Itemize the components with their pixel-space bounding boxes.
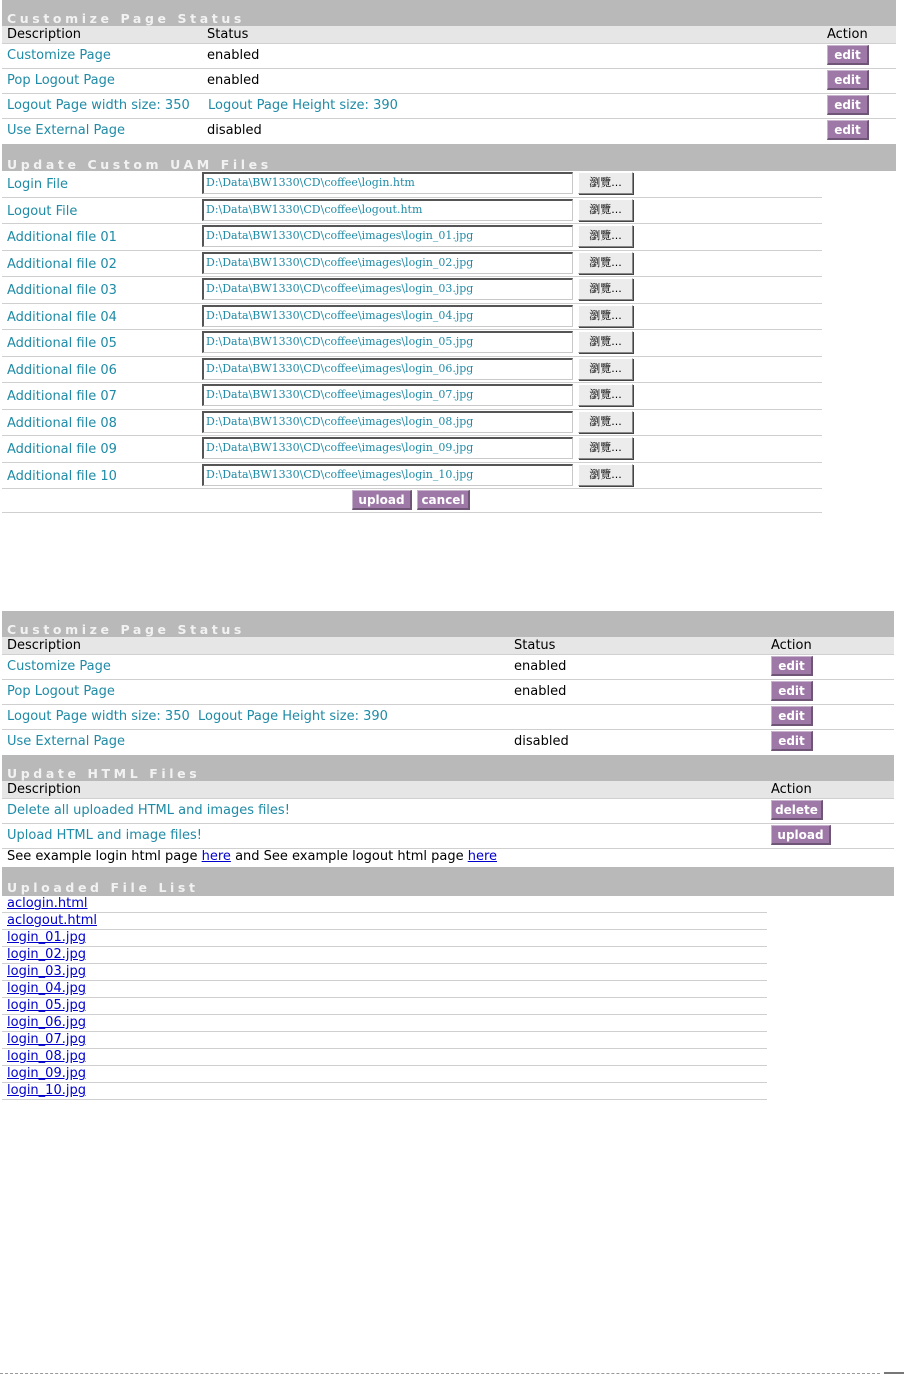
file-label: Additional file 03 [7, 283, 117, 298]
status-row-customize-page [2, 44, 896, 69]
row-description: Logout Page width size: 350 Logout Page Height size: 390 [7, 709, 388, 724]
file-path-input[interactable]: D:\Data\BW1330\CD\coffee\logout.htm [202, 199, 573, 221]
status-table-header [2, 637, 894, 655]
file-row [2, 304, 822, 331]
row-description: Use External Page [7, 123, 125, 138]
uploaded-file-link[interactable]: login_05.jpg [7, 998, 86, 1013]
file-label: Additional file 08 [7, 415, 117, 431]
list-item [2, 1066, 767, 1083]
html-table-header [2, 781, 894, 799]
uploaded-file-link[interactable]: login_03.jpg [7, 964, 86, 979]
html-row-upload [2, 824, 894, 849]
browse-button[interactable]: 瀏覽... [578, 331, 633, 353]
header-description: Description [7, 638, 82, 653]
uploaded-file-link[interactable]: aclogout.html [7, 913, 97, 928]
file-path-input[interactable]: D:\Data\BW1330\CD\coffee\images\login_09.jpg [202, 437, 573, 459]
row-status: disabled [514, 734, 569, 749]
browse-button[interactable]: 瀏覽... [578, 358, 633, 380]
upload-html-button[interactable]: upload [771, 825, 831, 845]
list-item [2, 896, 767, 913]
status-row-pop-logout-page [2, 680, 894, 705]
status-table-header [2, 26, 896, 44]
file-row [2, 436, 822, 463]
list-item [2, 1015, 767, 1032]
file-path-input[interactable]: D:\Data\BW1330\CD\coffee\images\login_10.jpg [202, 464, 573, 486]
upload-actions-row [2, 489, 822, 513]
browse-button[interactable]: 瀏覽... [578, 225, 633, 247]
file-path-input[interactable]: D:\Data\BW1330\CD\coffee\images\login_08.jpg [202, 411, 573, 433]
file-row [2, 330, 822, 357]
edit-button[interactable]: edit [771, 656, 813, 676]
browse-button[interactable]: 瀏覽... [578, 305, 633, 327]
row-description: Customize Page [7, 48, 111, 63]
status-row-customize-page [2, 655, 894, 680]
header-action: Action [827, 27, 868, 42]
file-path-input[interactable]: D:\Data\BW1330\CD\coffee\images\login_05.jpg [202, 331, 573, 353]
edit-button[interactable]: edit [771, 681, 813, 701]
uploaded-file-list [2, 896, 894, 1100]
status-row-use-external-page [2, 119, 896, 144]
list-item [2, 913, 767, 930]
header-action: Action [771, 782, 812, 797]
status-row-use-external-page [2, 730, 894, 755]
edit-button[interactable]: edit [827, 120, 869, 140]
file-path-input[interactable]: D:\Data\BW1330\CD\coffee\images\login_01.jpg [202, 225, 573, 247]
file-path-input[interactable]: D:\Data\BW1330\CD\coffee\images\login_03.jpg [202, 278, 573, 300]
uploaded-file-link[interactable]: login_10.jpg [7, 1083, 86, 1098]
row-description: Customize Page [7, 659, 111, 674]
file-label: Additional file 04 [7, 309, 117, 325]
file-path-input[interactable]: D:\Data\BW1330\CD\coffee\images\login_06.jpg [202, 358, 573, 380]
file-path-input[interactable]: D:\Data\BW1330\CD\coffee\images\login_04.jpg [202, 305, 573, 327]
example-login-text: See example login html page [7, 849, 198, 864]
row-status: enabled [514, 659, 567, 674]
file-label: Login File [7, 177, 68, 192]
page-footer-divider [0, 1373, 880, 1374]
file-row [2, 357, 822, 384]
edit-button[interactable]: edit [771, 731, 813, 751]
file-upload-list [2, 171, 822, 513]
file-path-input[interactable]: D:\Data\BW1330\CD\coffee\images\login_07.jpg [202, 384, 573, 406]
header-description: Description [7, 27, 82, 42]
row-description: Delete all uploaded HTML and images files! [7, 803, 290, 818]
list-item [2, 998, 767, 1015]
row-status: Logout Page Height size: 390 [208, 98, 398, 113]
file-row [2, 224, 822, 251]
uploaded-file-link[interactable]: login_08.jpg [7, 1049, 86, 1064]
browse-button[interactable]: 瀏覽... [578, 172, 633, 194]
file-label: Additional file 01 [7, 230, 117, 245]
row-description: Upload HTML and image files! [7, 828, 202, 843]
list-item [2, 964, 767, 981]
file-row [2, 171, 822, 198]
html-row-delete [2, 799, 894, 824]
upload-button[interactable]: upload [352, 490, 412, 510]
status-row-logout-page-size [2, 94, 896, 119]
file-label: Additional file 05 [7, 336, 117, 351]
uploaded-file-link[interactable]: login_06.jpg [7, 1015, 86, 1030]
browse-button[interactable]: 瀏覽... [578, 199, 633, 221]
row-status: enabled [207, 48, 260, 63]
list-item [2, 1032, 767, 1049]
browse-button[interactable]: 瀏覽... [578, 252, 633, 274]
file-label: Additional file 06 [7, 362, 117, 378]
list-item [2, 947, 767, 964]
uploaded-file-link[interactable]: login_02.jpg [7, 947, 86, 962]
example-logout-text: and See example logout html page [235, 849, 464, 864]
header-status: Status [514, 638, 556, 653]
list-item [2, 1049, 767, 1066]
panel-2 [2, 611, 894, 1100]
edit-button[interactable]: edit [771, 706, 813, 726]
uploaded-file-link[interactable]: login_01.jpg [7, 930, 86, 945]
browse-button[interactable]: 瀏覽... [578, 278, 633, 300]
file-row [2, 198, 822, 225]
row-status: disabled [207, 123, 262, 138]
row-description: Pop Logout Page [7, 684, 115, 699]
delete-button[interactable]: delete [771, 800, 823, 820]
example-text [7, 850, 497, 864]
uploaded-file-link[interactable]: login_09.jpg [7, 1066, 86, 1081]
file-label: Additional file 02 [7, 256, 117, 272]
section-title-update-custom-uam-files: Update Custom UAM Files [2, 144, 896, 171]
file-row [2, 383, 822, 410]
example-login-link[interactable]: here [201, 849, 231, 864]
edit-button[interactable]: edit [827, 70, 869, 90]
browse-button[interactable]: 瀏覽... [578, 384, 633, 406]
section-title-update-html-files: Update HTML Files [2, 755, 894, 781]
header-action: Action [771, 638, 812, 653]
row-description: Pop Logout Page [7, 73, 115, 88]
browse-button[interactable]: 瀏覽... [578, 411, 633, 433]
file-label: Additional file 07 [7, 389, 117, 404]
status-row-logout-page-size [2, 705, 894, 730]
row-status: enabled [207, 73, 260, 88]
list-item [2, 1083, 767, 1100]
browse-button[interactable]: 瀏覽... [578, 437, 633, 459]
panel-1 [2, 0, 896, 513]
file-label: Logout File [7, 203, 78, 219]
browse-button[interactable]: 瀏覽... [578, 464, 633, 486]
section-title-customize-page-status: Customize Page Status [2, 0, 896, 26]
file-label: Additional file 09 [7, 442, 117, 457]
list-item [2, 981, 767, 998]
example-links-row [2, 849, 894, 867]
uploaded-file-link[interactable]: aclogin.html [7, 896, 88, 911]
file-path-input[interactable]: D:\Data\BW1330\CD\coffee\login.htm [202, 172, 573, 194]
status-row-pop-logout-page [2, 69, 896, 94]
header-status: Status [207, 27, 249, 42]
file-row [2, 410, 822, 437]
section-title-customize-page-status: Customize Page Status [2, 611, 894, 637]
section-title-uploaded-file-list: Uploaded File List [2, 867, 894, 896]
row-status: enabled [514, 684, 567, 699]
file-row [2, 277, 822, 304]
example-logout-link[interactable]: here [467, 849, 498, 864]
list-item [2, 930, 767, 947]
row-description: Use External Page [7, 734, 125, 749]
file-path-input[interactable]: D:\Data\BW1330\CD\coffee\images\login_02.jpg [202, 252, 573, 274]
row-description: Logout Page width size: 350 [7, 98, 190, 113]
edit-button[interactable]: edit [827, 45, 869, 65]
header-description: Description [7, 782, 82, 797]
file-label: Additional file 10 [7, 468, 117, 484]
cancel-button[interactable]: cancel [417, 490, 470, 510]
page-corner-mark [884, 1372, 904, 1374]
file-row [2, 251, 822, 278]
uploaded-file-link[interactable]: login_07.jpg [7, 1032, 86, 1047]
file-row [2, 463, 822, 490]
edit-button[interactable]: edit [827, 95, 869, 115]
uploaded-file-link[interactable]: login_04.jpg [7, 981, 86, 996]
